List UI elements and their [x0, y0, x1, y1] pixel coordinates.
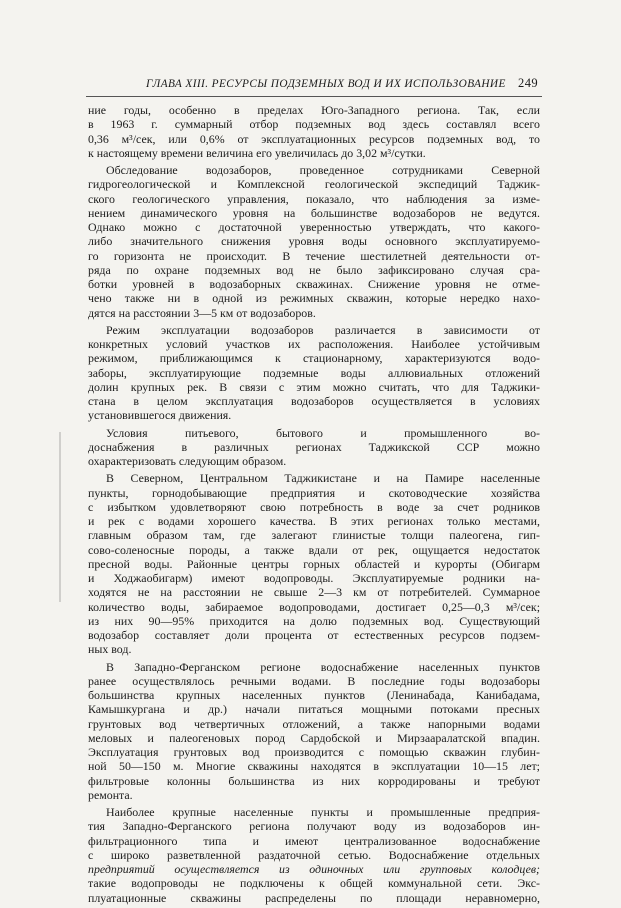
text-line: пункты, горнодобывающие предприятия и скотоводческие хозяйства: [88, 485, 540, 500]
text-line: доснабжения в различных регионах Таджикской ССР можно: [88, 439, 540, 454]
text-line: дятся на расстоянии 3—5 км от водозаборов.: [88, 305, 316, 320]
text-line: Условия питьевого, бытового и промышленного во-: [106, 425, 540, 440]
text-line: заборы, эксплуатирующие подземные воды аллювиальных отложений: [88, 365, 540, 380]
margin-mark: [58, 432, 62, 602]
text-line: гидрогеологической и Комплексной геологической экспедиций Таджик-: [88, 177, 540, 192]
text-line: стана в целом эксплуатация водозаборов осуществляется в условиях: [88, 394, 540, 408]
text-line: Обследование водозаборов, проведенное сотрудниками Северной: [106, 163, 540, 177]
text-line: ремонта.: [88, 787, 133, 802]
text-line: с избытком удовлетворяют свою потребность в воде за счет родников: [88, 499, 540, 514]
running-title: ГЛАВА XIII. РЕСУРСЫ ПОДЗЕМНЫХ ВОД И ИХ ИСПОЛЬЗОВАНИЕ: [146, 78, 506, 90]
text-line: сово-соленосные породы, а также вдали от рек, ощущается недостаток: [88, 542, 540, 557]
text-line: нением динамического уровня на большинстве водозаборов не ведутся.: [88, 205, 540, 220]
paragraph: [88, 660, 540, 803]
text-line: Однако можно с достаточной уверенностью утверждать, что какого-: [88, 220, 540, 234]
text-line: большинства крупных населенных пунктов (Ленинабада, Канибадама,: [88, 688, 540, 702]
text-line: предприятий осуществляется из одиночных или групповых колодцев;: [88, 862, 540, 876]
text-line: либо значительного снижения уровня воды основного эксплуатируемо-: [88, 234, 540, 249]
paragraph: [88, 426, 540, 469]
text-line: в 1963 г. суммарный отбор подземных вод здесь составлял всего: [88, 117, 540, 132]
text-line: установившегося движения.: [88, 408, 232, 423]
text-line: режимом, приближающимся к стационарному, характеризуются водо-: [88, 351, 540, 366]
text-line: такие водопроводы не подключены к общей коммунальной сети. Экс-: [88, 876, 540, 891]
text-line: ных вод.: [88, 642, 132, 657]
text-line: го горизонта не происходит. В течение шестилетней деятельности от-: [88, 248, 540, 263]
text-line: из них 90—95% приходится на долю подземных вод. Существующий: [88, 613, 540, 628]
paragraph: [88, 805, 540, 905]
running-header: [86, 74, 542, 97]
text-line: главным образом там, где залегают глинистые толщи палеогена, гип-: [88, 528, 540, 543]
text-line: и рек с водами хорошего качества. В этих регионах только местами,: [88, 514, 540, 528]
paragraph: [88, 163, 540, 320]
text-line: с широко разветвленной раздаточной сетью. Водоснабжение отдельных: [88, 847, 540, 862]
text-line: Наиболее крупные населенные пункты и промышленные предприя-: [106, 805, 540, 819]
text-line: тия Западно-Ферганского региона получают воду из водозаборов ин-: [88, 819, 540, 834]
text-line: ботки уровней в водозаборных скважинах. Снижение уровня не отме-: [88, 277, 540, 291]
text-line: чено также ни в одной из режимных скважин, которые нередко нахо-: [88, 291, 540, 306]
text-line: пресной воды. Районные центры горных областей и курорты (Обигарм: [88, 556, 540, 571]
text-line: грунтовых вод четвертичных отложений, а также напорными водами: [88, 716, 540, 731]
text-line: ние годы, особенно в пределах Юго-Западного региона. Так, если: [88, 103, 540, 117]
text-line: ной 50—150 м. Многие скважины находятся в эксплуатации 10—15 лет;: [88, 759, 540, 774]
text-line: В Западно-Ферганском регионе водоснабжение населенных пунктов: [106, 659, 540, 674]
paragraph: [88, 323, 540, 423]
text-line: долин крупных рек. В связи с этим можно считать, что для Таджики-: [88, 379, 540, 394]
text-line: ского геологического управления, показало, что наблюдения за изме-: [88, 191, 540, 206]
page-number: 249: [518, 76, 538, 90]
text-line: 0,36 м³/сек, или 0,6% от эксплуатационных ресурсов подземных вод, то: [88, 131, 540, 146]
text-line: количество воды, забираемое водопроводами, достигает 0,25—0,3 м³/сек;: [88, 599, 540, 614]
text-line: ходятся не на расстоянии не свыше 2—3 км от потребителей. Суммарное: [88, 585, 540, 600]
text-line: Режим эксплуатации водозаборов различается в зависимости от: [106, 322, 540, 337]
text-line: ранее осуществлялось речными водами. В последние годы водозаборы: [88, 673, 540, 688]
text-line: фильтровые колонны большинства из них корродированы и требуют: [88, 773, 540, 788]
text-line: охарактеризовать следующим образом.: [88, 454, 287, 468]
paragraph: [88, 103, 540, 160]
body-text: [88, 103, 540, 908]
text-line: плуатационные скважины распределены по площади неравномерно,: [88, 890, 540, 905]
text-line: меловых и палеогеновых пород Сардобской и Мирзааралатской впадин.: [88, 730, 540, 745]
text-line: В Северном, Центральном Таджикистане и на Памире населенные: [106, 471, 540, 486]
text-line: Эксплуатация грунтовых вод производится с помощью скважин глубин-: [88, 745, 540, 759]
text-line: Камышкургана и др.) начали питаться мощными потоками пресных: [88, 702, 540, 717]
text-line: к настоящему времени величина его увеличилась до 3,02 м³/сутки.: [88, 145, 426, 160]
text-line: и Ходжаобигарм) имеют водопроводы. Эксплуатируемые родники на-: [88, 571, 540, 585]
text-line: конкретных условий участков их расположения. Наиболее устойчивым: [88, 337, 540, 351]
text-line: ряда по охране подземных вод не было зафиксировано случая сра-: [88, 262, 540, 277]
paragraph: [88, 471, 540, 656]
text-line: фильтрационного типа и имеют централизованное водоснабжение: [88, 833, 540, 848]
text-line: водозабор составляет доли процента от естественных ресурсов подзем-: [88, 628, 540, 642]
